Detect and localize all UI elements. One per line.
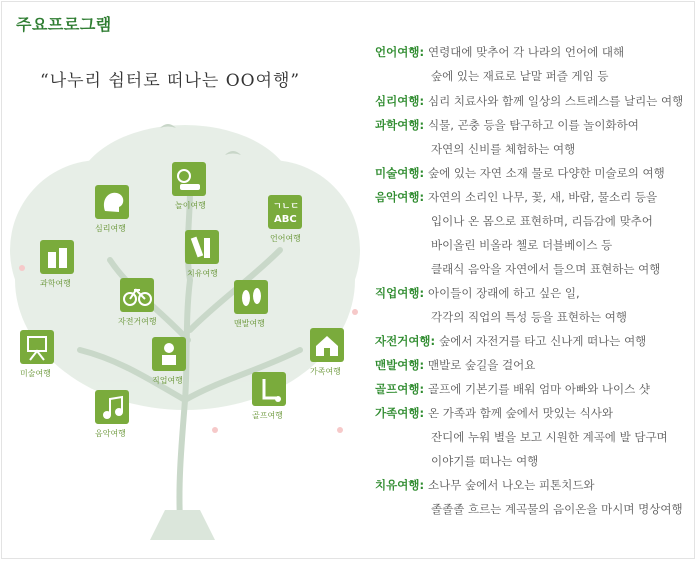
program-desc-cont: 자연의 신비를 체험하는 여행 <box>431 142 576 156</box>
bicycle-travel-icon[interactable] <box>118 278 157 326</box>
barefoot-travel-icon[interactable] <box>234 280 268 328</box>
program-desc: 식물, 곤충 등을 탐구하고 이를 놀이화하여 <box>428 118 639 132</box>
healing-travel-icon[interactable] <box>185 230 219 278</box>
icon-label: 맨발여행 <box>234 319 265 328</box>
program-music: 음악여행: 자연의 소리인 나무, 꽃, 새, 바람, 물소리 등을 <box>375 190 658 204</box>
program-golf: 골프여행: 골프에 기본기를 배워 엄마 아빠와 나이스 샷 <box>375 382 650 396</box>
art-travel-icon[interactable] <box>20 330 54 378</box>
program-label: 심리여행 <box>375 94 420 108</box>
program-label: 과학여행 <box>375 118 420 132</box>
family-travel-icon[interactable] <box>310 328 344 376</box>
program-desc: 맨발로 숲길을 걸어요 <box>428 358 536 372</box>
golf-travel-icon[interactable] <box>252 372 286 420</box>
icon-label: 직업여행 <box>152 376 183 385</box>
butterfly-icon <box>337 427 343 433</box>
program-desc-cont: 잔디에 누워 별을 보고 시원한 계곡에 발 담구며 <box>431 430 668 444</box>
program-label: 음악여행 <box>375 190 420 204</box>
program-desc-cont: 졸졸졸 흐르는 계곡물의 음이온을 마시며 명상여행 <box>431 502 683 516</box>
science-travel-icon[interactable] <box>40 240 74 288</box>
program-job: 직업여행: 아이들이 장래에 하고 싶은 일, <box>375 286 580 300</box>
icon-label: 언어여행 <box>270 234 301 243</box>
icon-label: 놀이여행 <box>175 201 206 210</box>
program-desc: 골프에 기본기를 배워 엄마 아빠와 나이스 샷 <box>428 382 650 396</box>
program-science: 과학여행: 식물, 곤충 등을 탐구하고 이를 놀이화하여 <box>375 118 639 132</box>
program-desc: 숲에서 자전거를 타고 신나게 떠나는 여행 <box>439 334 647 348</box>
language-travel-icon[interactable] <box>268 195 302 243</box>
program-desc: 자연의 소리인 나무, 꽃, 새, 바람, 물소리 등을 <box>428 190 658 204</box>
program-label: 가족여행 <box>375 406 420 420</box>
page-title: 주요프로그램 <box>16 15 112 34</box>
icon-label: 미술여행 <box>20 369 51 378</box>
program-desc-cont: 클래식 음악을 자연에서 들으며 표현하는 여행 <box>431 262 661 276</box>
play-travel-icon[interactable] <box>172 162 206 210</box>
program-label: 언어여행 <box>375 45 420 59</box>
svg-text:ㄱㄴㄷ: ㄱㄴㄷ <box>273 202 300 212</box>
program-family: 가족여행: 온 가족과 함께 숲에서 맛있는 식사와 <box>375 406 613 420</box>
program-label: 직업여행 <box>375 286 420 300</box>
program-desc-cont: 이야기를 떠나는 여행 <box>431 454 539 468</box>
program-language: 언어여행: 연령대에 맞추어 각 나라의 언어에 대해 <box>375 45 625 59</box>
music-travel-icon[interactable] <box>95 390 129 438</box>
program-label: 치유여행 <box>375 478 420 492</box>
icon-label: 골프여행 <box>252 411 283 420</box>
program-psychology: 심리여행: 심리 치료사와 함께 일상의 스트레스를 날리는 여행 <box>375 94 684 108</box>
butterfly-icon <box>352 309 358 315</box>
program-desc: 아이들이 장래에 하고 싶은 일, <box>428 286 580 300</box>
job-travel-icon[interactable] <box>152 337 186 385</box>
icon-label: 과학여행 <box>40 279 71 288</box>
program-label: 골프여행 <box>375 382 420 396</box>
program-desc-cont: 바이올린 비올라 첼로 더블베이스 등 <box>431 238 613 252</box>
program-art: 미술여행: 숲에 있는 자연 소재 물로 다양한 미술로의 여행 <box>375 166 665 180</box>
program-desc-cont: 입이나 온 몸으로 표현하며, 리듬감에 맞추어 <box>431 214 653 228</box>
program-label: 미술여행 <box>375 166 420 180</box>
program-label: 맨발여행 <box>375 358 420 372</box>
program-desc-cont: 숲에 있는 재료로 낱말 퍼즐 게임 등 <box>431 69 609 83</box>
icon-label: 가족여행 <box>310 367 341 376</box>
program-healing: 치유여행: 소나무 숲에서 나오는 피톤치드와 <box>375 478 595 492</box>
butterfly-icon <box>19 265 25 271</box>
icon-label: 자전거여행 <box>118 317 157 326</box>
program-label: 자전거여행 <box>375 334 431 348</box>
program-desc: 소나무 숲에서 나오는 피톤치드와 <box>428 478 595 492</box>
slogan-text: “나누리 쉼터로 떠나는 OO여행” <box>40 71 301 91</box>
icon-label: 심리여행 <box>95 224 126 233</box>
program-desc-cont: 각각의 직업의 특성 등을 표현하는 여행 <box>431 310 628 324</box>
program-desc: 온 가족과 함께 숲에서 맛있는 식사와 <box>428 406 613 420</box>
icon-label: 음악여행 <box>95 429 126 438</box>
program-tree-illustration <box>0 100 370 566</box>
program-bicycle: 자전거여행: 숲에서 자전거를 타고 신나게 떠나는 여행 <box>375 334 647 348</box>
program-barefoot: 맨발여행: 맨발로 숲길을 걸어요 <box>375 358 536 372</box>
psychology-travel-icon[interactable] <box>95 185 129 233</box>
icon-label: 치유여행 <box>187 269 218 278</box>
svg-text:ABC: ABC <box>274 214 297 225</box>
butterfly-icon <box>212 427 218 433</box>
program-desc: 심리 치료사와 함께 일상의 스트레스를 날리는 여행 <box>428 94 684 108</box>
program-desc: 숲에 있는 자연 소재 물로 다양한 미술로의 여행 <box>428 166 665 180</box>
program-desc: 연령대에 맞추어 각 나라의 언어에 대해 <box>428 45 625 59</box>
